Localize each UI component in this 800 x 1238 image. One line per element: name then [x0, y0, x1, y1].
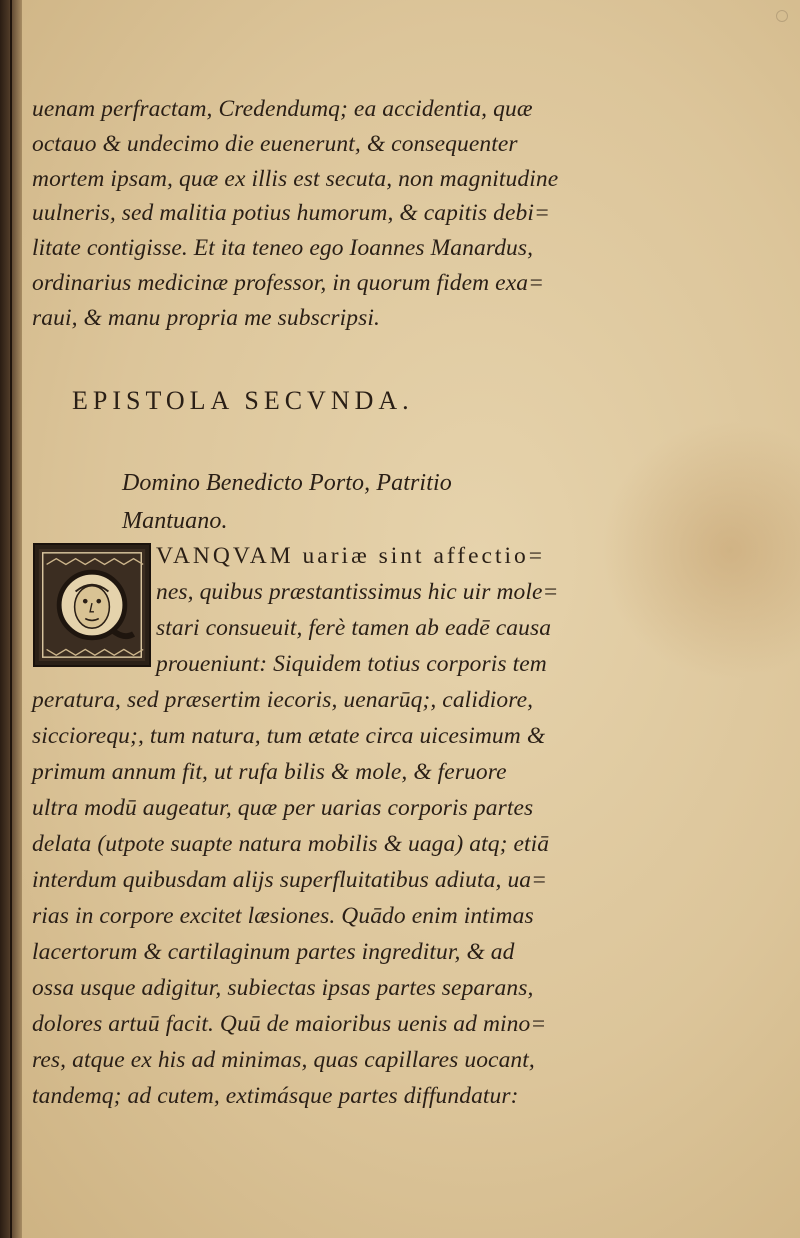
text-line: nes, quibus præstantissimus hic uir mole= [156, 579, 559, 605]
corner-mark [776, 10, 788, 22]
text-line: VANQVAM uariæ sint affectio= [156, 543, 546, 569]
text-line: stari consueuit, ferè tamen ab eadē causa [156, 615, 552, 641]
text-line: interdum quibusdam alijs superfluitatibus adiuta, ua= [32, 867, 548, 893]
text-line: uenam perfractam, Credendumq; ea accidentia, quæ [32, 96, 533, 122]
text-line: primum annum fit, ut rufa bilis & mole, & feruore [32, 759, 507, 785]
text-line: dolores artuū facit. Quū de maioribus uenis ad mino= [32, 1011, 547, 1037]
text-line: litate contigisse. Et ita teneo ego Ioannes Manardus, [32, 235, 534, 262]
text-line: res, atque ex his ad minimas, quas capillares uocant, [32, 1047, 535, 1073]
text-line: uulneris, sed malitia potius humorum, & capitis debi= [32, 200, 550, 227]
text-line: rias in corpore excitet læsiones. Quādo enim intimas [32, 903, 534, 929]
text-line: peratura, sed præsertim iecoris, uenarūq;, calidiore, [32, 687, 534, 713]
text-line: ultra modū augeatur, quæ per uarias corporis partes [32, 795, 534, 821]
epistle-body [32, 538, 612, 1114]
text-line: mortem ipsam, quæ ex illis est secuta, non magnitudine [32, 165, 559, 192]
text-line: raui, & manu propria me subscripsi. [32, 304, 380, 331]
text-line: sicciorequ;, tum natura, tum ætate circa uicesimum & [32, 723, 546, 749]
paper-stain [600, 420, 800, 680]
top-paragraph [32, 92, 602, 336]
text-line: ossa usque adigitur, subiectas ipsas partes separans, [32, 975, 534, 1001]
binding-line [10, 0, 12, 1238]
salutation-line: Domino Benedicto Porto, Patritio [122, 470, 452, 496]
salutation [122, 464, 602, 540]
text-line: lacertorum & cartilaginum partes ingreditur, & ad [32, 939, 515, 965]
epistle-heading: EPISTOLA SECVNDA. [72, 386, 414, 415]
text-line: tandemq; ad cutem, extimásque partes diffundatur: [32, 1083, 519, 1109]
salutation-line: Mantuano. [122, 508, 228, 534]
text-line: proueniunt: Siquidem totius corporis tem [156, 651, 547, 677]
text-line: delata (utpote suapte natura mobilis & uaga) atq; etiā [32, 831, 550, 857]
text-line: ordinarius medicinæ professor, in quorum fidem exa= [32, 269, 545, 296]
text-line: octauo & undecimo die euenerunt, & consequenter [32, 130, 518, 157]
